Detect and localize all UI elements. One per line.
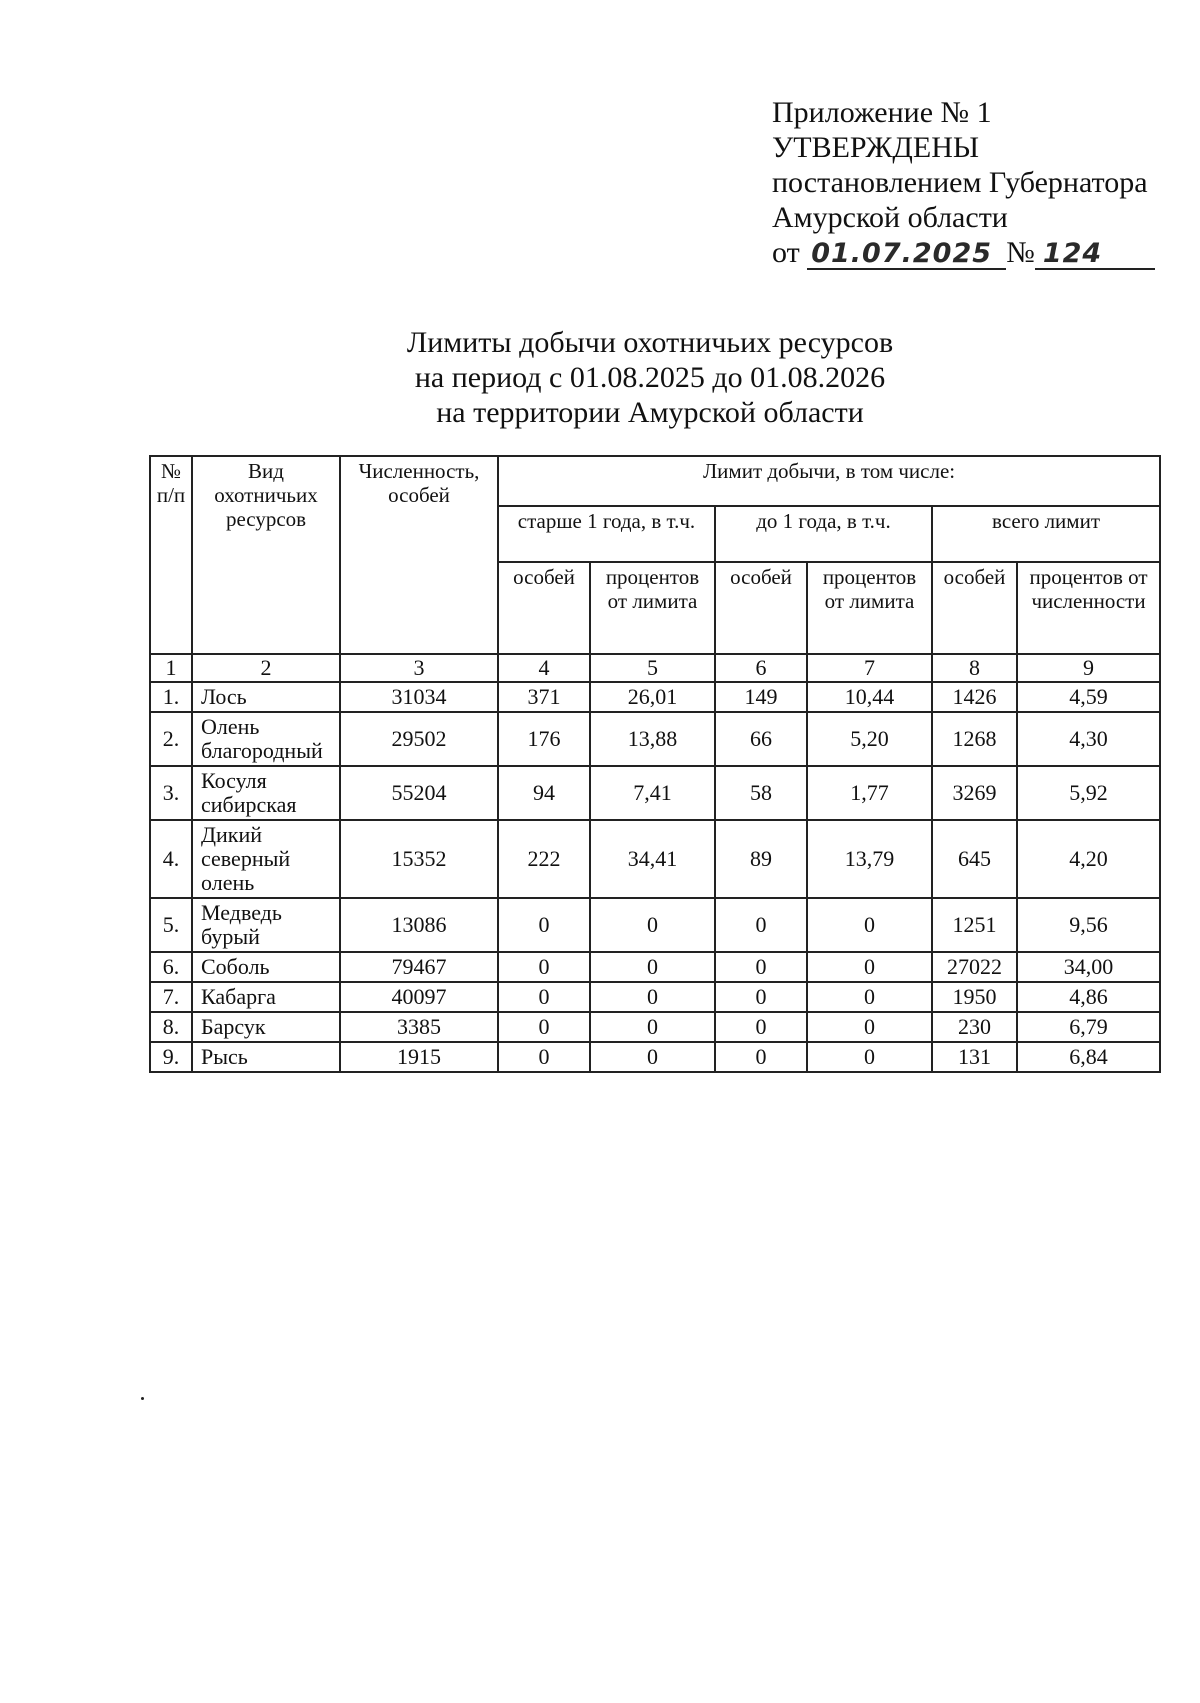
cell-younger-pct: 1,77 xyxy=(807,766,932,820)
cell-population: 55204 xyxy=(340,766,498,820)
table-row xyxy=(150,1042,1160,1072)
cell-older-count: 0 xyxy=(498,952,590,982)
cell-population: 13086 xyxy=(340,898,498,952)
cell-older-pct: 0 xyxy=(590,982,715,1012)
cell-younger-count: 0 xyxy=(715,952,807,982)
cell-species: Олень благородный xyxy=(192,712,340,766)
date-number-line xyxy=(772,235,1172,270)
cell-population: 3385 xyxy=(340,1012,498,1042)
cell-older-pct: 26,01 xyxy=(590,682,715,712)
header-younger: до 1 года, в т.ч. xyxy=(715,506,932,562)
cell-younger-pct: 5,20 xyxy=(807,712,932,766)
cell-total-pct: 4,86 xyxy=(1017,982,1160,1012)
cell-total-pct: 34,00 xyxy=(1017,952,1160,982)
cell-population: 40097 xyxy=(340,982,498,1012)
column-number: 9 xyxy=(1017,654,1160,682)
cell-younger-pct: 13,79 xyxy=(807,820,932,898)
cell-species: Дикий северный олень xyxy=(192,820,340,898)
cell-total-count: 1426 xyxy=(932,682,1017,712)
cell-total-count: 131 xyxy=(932,1042,1017,1072)
cell-older-pct: 13,88 xyxy=(590,712,715,766)
cell-younger-count: 0 xyxy=(715,982,807,1012)
cell-total-count: 3269 xyxy=(932,766,1017,820)
cell-total-pct: 5,92 xyxy=(1017,766,1160,820)
cell-older-count: 0 xyxy=(498,898,590,952)
title-line-3: на территории Амурской области xyxy=(436,396,864,429)
table-row xyxy=(150,898,1160,952)
cell-n: 3. xyxy=(150,766,192,820)
cell-n: 5. xyxy=(150,898,192,952)
cell-older-count: 176 xyxy=(498,712,590,766)
cell-total-pct: 4,20 xyxy=(1017,820,1160,898)
approved-label: УТВЕРЖДЕНЫ xyxy=(772,131,980,164)
handwritten-number: 124 xyxy=(1042,238,1103,269)
table-row xyxy=(150,682,1160,712)
cell-older-pct: 0 xyxy=(590,1042,715,1072)
cell-younger-pct: 0 xyxy=(807,898,932,952)
cell-species: Соболь xyxy=(192,952,340,982)
cell-older-count: 0 xyxy=(498,1012,590,1042)
region-label: Амурской области xyxy=(772,201,1008,234)
cell-total-pct: 4,59 xyxy=(1017,682,1160,712)
cell-n: 7. xyxy=(150,982,192,1012)
cell-older-pct: 34,41 xyxy=(590,820,715,898)
cell-younger-pct: 0 xyxy=(807,952,932,982)
column-number: 7 xyxy=(807,654,932,682)
cell-n: 8. xyxy=(150,1012,192,1042)
number-underline xyxy=(1035,239,1155,270)
cell-younger-count: 89 xyxy=(715,820,807,898)
number-prefix: № xyxy=(1006,236,1035,269)
column-number: 2 xyxy=(192,654,340,682)
header-younger-pct: процентов от лимита xyxy=(807,562,932,654)
stray-mark xyxy=(141,1397,144,1400)
cell-total-count: 27022 xyxy=(932,952,1017,982)
cell-n: 9. xyxy=(150,1042,192,1072)
cell-n: 6. xyxy=(150,952,192,982)
header-older: старше 1 года, в т.ч. xyxy=(498,506,715,562)
column-number: 5 xyxy=(590,654,715,682)
column-number: 6 xyxy=(715,654,807,682)
cell-total-count: 1268 xyxy=(932,712,1017,766)
table-row xyxy=(150,766,1160,820)
cell-younger-pct: 0 xyxy=(807,1012,932,1042)
cell-total-pct: 6,79 xyxy=(1017,1012,1160,1042)
table-row xyxy=(150,712,1160,766)
column-number: 3 xyxy=(340,654,498,682)
cell-younger-count: 149 xyxy=(715,682,807,712)
table-row xyxy=(150,1012,1160,1042)
decree-label: постановлением Губернатора xyxy=(772,166,1148,199)
column-number: 1 xyxy=(150,654,192,682)
cell-younger-pct: 0 xyxy=(807,982,932,1012)
cell-species: Медведь бурый xyxy=(192,898,340,952)
cell-older-count: 0 xyxy=(498,1042,590,1072)
cell-total-count: 1950 xyxy=(932,982,1017,1012)
cell-younger-count: 58 xyxy=(715,766,807,820)
cell-younger-pct: 0 xyxy=(807,1042,932,1072)
header-older-pct: процентов от лимита xyxy=(590,562,715,654)
title-line-1: Лимиты добычи охотничьих ресурсов xyxy=(406,326,894,359)
date-underline xyxy=(807,239,1006,270)
cell-total-count: 230 xyxy=(932,1012,1017,1042)
cell-population: 29502 xyxy=(340,712,498,766)
cell-older-pct: 0 xyxy=(590,1012,715,1042)
title-line-2: на период с 01.08.2025 до 01.08.2026 xyxy=(414,361,886,394)
cell-older-pct: 0 xyxy=(590,952,715,982)
handwritten-date: 01.07.2025 xyxy=(811,238,993,269)
header-total-count: особей xyxy=(932,562,1017,654)
cell-younger-count: 0 xyxy=(715,898,807,952)
appendix-label: Приложение № 1 xyxy=(772,96,992,129)
header-num: № п/п xyxy=(150,456,192,654)
header-total-pct: процентов от численности xyxy=(1017,562,1160,654)
cell-younger-count: 0 xyxy=(715,1042,807,1072)
cell-older-count: 222 xyxy=(498,820,590,898)
column-number: 8 xyxy=(932,654,1017,682)
column-number: 4 xyxy=(498,654,590,682)
document-title xyxy=(300,325,1000,430)
header-species: Вид охотничьих ресурсов xyxy=(192,456,340,654)
cell-older-count: 0 xyxy=(498,982,590,1012)
cell-n: 1. xyxy=(150,682,192,712)
cell-species: Косуля сибирская xyxy=(192,766,340,820)
approval-block xyxy=(772,95,1172,270)
column-number-row xyxy=(150,654,1160,682)
header-older-count: особей xyxy=(498,562,590,654)
cell-younger-count: 0 xyxy=(715,1012,807,1042)
cell-population: 79467 xyxy=(340,952,498,982)
cell-total-count: 645 xyxy=(932,820,1017,898)
cell-n: 4. xyxy=(150,820,192,898)
cell-total-pct: 4,30 xyxy=(1017,712,1160,766)
cell-older-count: 371 xyxy=(498,682,590,712)
cell-total-pct: 9,56 xyxy=(1017,898,1160,952)
limits-table xyxy=(149,455,1161,1073)
date-prefix: от xyxy=(772,236,800,269)
cell-population: 1915 xyxy=(340,1042,498,1072)
cell-species: Барсук xyxy=(192,1012,340,1042)
cell-population: 15352 xyxy=(340,820,498,898)
header-younger-count: особей xyxy=(715,562,807,654)
cell-older-pct: 0 xyxy=(590,898,715,952)
header-population: Численность, особей xyxy=(340,456,498,654)
table-row xyxy=(150,982,1160,1012)
header-limit-group: Лимит добычи, в том числе: xyxy=(498,456,1160,506)
cell-total-pct: 6,84 xyxy=(1017,1042,1160,1072)
cell-n: 2. xyxy=(150,712,192,766)
table-row xyxy=(150,820,1160,898)
cell-species: Рысь xyxy=(192,1042,340,1072)
table-row xyxy=(150,952,1160,982)
table-body xyxy=(150,682,1160,1072)
cell-species: Кабарга xyxy=(192,982,340,1012)
cell-older-count: 94 xyxy=(498,766,590,820)
cell-species: Лось xyxy=(192,682,340,712)
cell-younger-count: 66 xyxy=(715,712,807,766)
cell-younger-pct: 10,44 xyxy=(807,682,932,712)
header-total: всего лимит xyxy=(932,506,1160,562)
cell-population: 31034 xyxy=(340,682,498,712)
cell-older-pct: 7,41 xyxy=(590,766,715,820)
cell-total-count: 1251 xyxy=(932,898,1017,952)
